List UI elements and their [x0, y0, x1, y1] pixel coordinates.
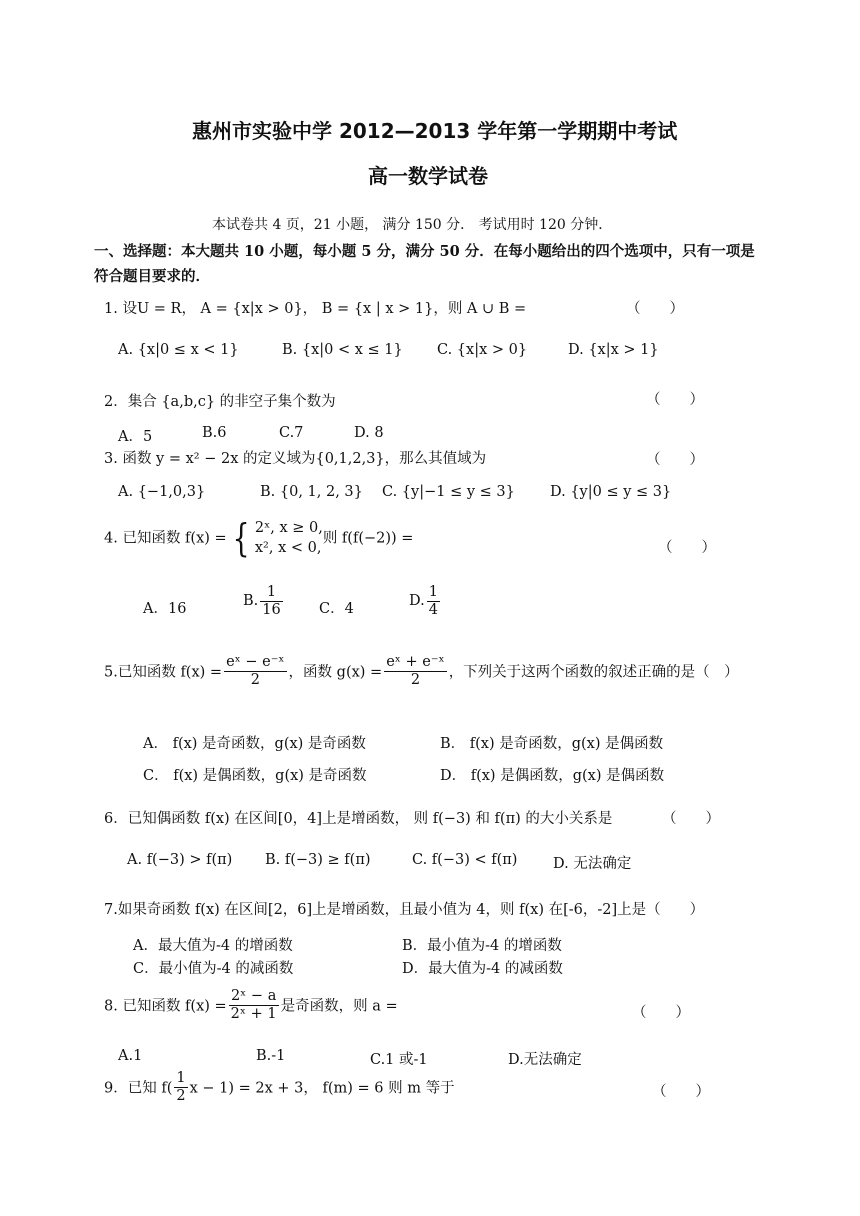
question-7-option-c: C．最小值为-4 的减函数: [133, 961, 294, 977]
question-5-stem-prefix: 5.已知函数 f(x) =: [104, 664, 223, 681]
question-1-option-a: A. {x|0 ≤ x < 1}: [118, 342, 239, 358]
question-8-option-d: D.无法确定: [508, 1052, 582, 1068]
page-title: 惠州市实验中学 2012—2013 学年第一学期期中考试: [192, 119, 678, 143]
question-1-stem: 1. 设U = R， A = {x|x > 0}， B = {x | x > 1}，则 A ∪ B =: [104, 301, 527, 317]
question-3-answer-paren: （ ）: [646, 452, 704, 468]
question-8-stem-prefix: 8. 已知函数 f(x) =: [104, 998, 227, 1015]
question-5-stem: [104, 654, 739, 688]
question-1-option-d: D. {x|x > 1}: [568, 342, 659, 358]
question-7-option-b: B．最小值为-4 的增函数: [402, 938, 562, 954]
question-2-option-a: A．5: [118, 429, 153, 445]
question-2-option-d: D. 8: [354, 425, 384, 441]
fraction-denominator: 4: [428, 601, 438, 618]
question-8-stem-suffix: 是奇函数，则 a =: [280, 998, 398, 1015]
question-6-option-d: D. 无法确定: [553, 856, 632, 872]
question-6-option-a: A. f(−3) > f(π): [127, 852, 233, 868]
fraction-numerator: 1: [176, 1070, 186, 1086]
fraction-f: [224, 654, 286, 688]
question-9-answer-paren: （ ）: [652, 1084, 710, 1100]
question-1-answer-paren: （ ）: [626, 301, 684, 317]
question-8-option-b: B.-1: [256, 1048, 286, 1064]
question-6-option-b: B. f(−3) ≥ f(π): [265, 852, 371, 868]
question-1-option-b: B. {x|0 < x ≤ 1}: [282, 342, 403, 358]
question-1-option-c: C. {x|x > 0}: [437, 342, 528, 358]
piecewise-case-2: x², x < 0,: [254, 540, 322, 557]
question-3-option-b: B. {0, 1, 2, 3}: [260, 484, 363, 500]
question-2-answer-paren: （ ）: [646, 392, 704, 408]
question-2-stem: 2．集合 {a,b,c} 的非空子集个数为: [104, 394, 336, 410]
fraction-numerator: 2ˣ − a: [229, 988, 279, 1006]
question-8-option-c: C.1 或-1: [370, 1052, 428, 1068]
fraction: [260, 584, 282, 618]
fraction-denominator: 2: [176, 1087, 186, 1104]
question-5-stem-mid: ，函数 g(x) =: [288, 664, 383, 681]
fraction: [174, 1070, 187, 1104]
question-4-option-a: A．16: [143, 601, 187, 617]
fraction-denominator: 2: [250, 671, 260, 688]
section-instructions-line2: 符合题目要求的．: [94, 268, 210, 285]
piecewise-case-1: 2ˣ, x ≥ 0,: [254, 520, 323, 536]
question-9-stem-prefix: 9．已知 f(: [104, 1080, 173, 1097]
question-3-option-c: C. {y|−1 ≤ y ≤ 3}: [382, 484, 515, 500]
question-2-option-b: B.6: [202, 425, 227, 441]
question-9-stem: [104, 1070, 455, 1104]
piecewise-cases: [255, 518, 323, 559]
question-4-stem: [104, 518, 413, 559]
question-7-option-a: A．最大值为-4 的增函数: [133, 938, 293, 954]
fraction-numerator: 1: [428, 584, 438, 600]
question-8-option-a: A.1: [118, 1048, 143, 1064]
question-6-option-c: C. f(−3) < f(π): [412, 852, 518, 868]
fraction: [427, 584, 440, 618]
question-4-stem-prefix: 4. 已知函数 f(x) =: [104, 530, 227, 547]
fraction-denominator: 2ˣ + 1: [230, 1005, 277, 1022]
question-4-option-d: [409, 584, 442, 618]
question-6-answer-paren: （ ）: [662, 811, 720, 827]
question-8-stem: [104, 988, 398, 1022]
question-4-stem-suffix: 则 f(f(−2)) =: [322, 530, 414, 547]
question-5-option-b: B． f(x) 是奇函数，g(x) 是偶函数: [440, 736, 664, 752]
page-subtitle: 高一数学试卷: [368, 164, 488, 188]
question-7-option-d: D．最大值为-4 的减函数: [402, 961, 563, 977]
section-instructions-line1: 一、选择题：本大题共 10 小题，每小题 5 分，满分 50 分．在每小题给出的四个选项中，只有一项是: [94, 243, 755, 260]
question-4-option-b: [243, 584, 285, 618]
fraction: [229, 988, 279, 1022]
question-3-option-d: D. {y|0 ≤ y ≤ 3}: [550, 484, 672, 500]
fraction-denominator: 16: [262, 601, 281, 618]
question-3-option-a: A. {−1,0,3}: [118, 484, 206, 500]
question-2-option-c: C.7: [279, 425, 304, 441]
piecewise-brace: {: [232, 516, 250, 561]
fraction-numerator: eˣ + e⁻ˣ: [386, 654, 445, 670]
fraction-g: [384, 654, 446, 688]
fraction-denominator: 2: [410, 671, 421, 688]
question-5-stem-suffix: ，下列关于这两个函数的叙述正确的是（ ）: [448, 664, 739, 681]
question-5-option-a: A． f(x) 是奇函数，g(x) 是奇函数: [143, 736, 366, 752]
question-6-stem: 6．已知偶函数 f(x) 在区间[0，4]上是增函数， 则 f(−3) 和 f(π) 的大小关系是: [104, 811, 613, 827]
fraction-numerator: 1: [260, 584, 282, 602]
question-4-option-c: C．4: [319, 601, 354, 617]
question-4-answer-paren: （ ）: [658, 540, 716, 556]
question-7-stem: 7.如果奇函数 f(x) 在区间[2，6]上是增函数，且最小值为 4，则 f(x) 在[-6，-2]上是（ ）: [104, 902, 705, 918]
exam-info: 本试卷共 4 页，21 小题， 满分 150 分． 考试用时 120 分钟．: [212, 217, 613, 233]
question-5-option-c: C． f(x) 是偶函数，g(x) 是奇函数: [143, 768, 367, 784]
question-9-stem-suffix: x − 1) = 2x + 3， f(m) = 6 则 m 等于: [189, 1080, 455, 1097]
question-8-answer-paren: （ ）: [632, 1005, 690, 1021]
question-3-stem: 3. 函数 y = x² − 2x 的定义域为{0,1,2,3}，那么其值域为: [104, 451, 487, 467]
fraction-numerator: eˣ − e⁻ˣ: [226, 654, 285, 670]
question-4-option-b-label: B.: [243, 593, 259, 610]
question-4-option-d-label: D.: [409, 593, 425, 610]
question-5-option-d: D． f(x) 是偶函数，g(x) 是偶函数: [440, 768, 665, 784]
